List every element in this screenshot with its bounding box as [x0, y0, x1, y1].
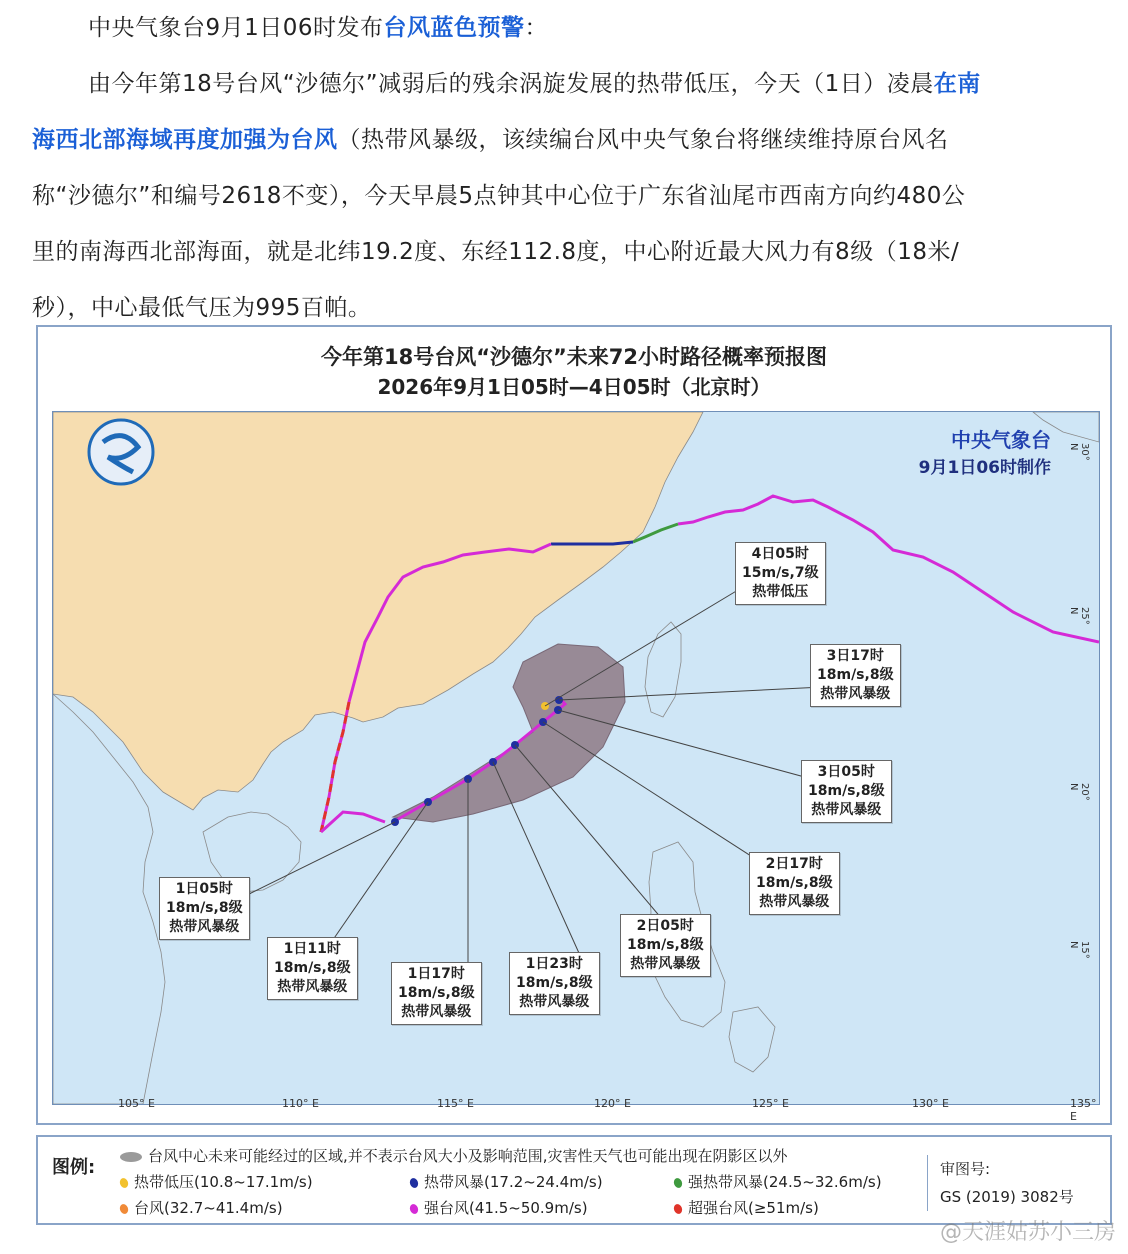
super-dot-icon — [673, 1202, 684, 1214]
paragraph-2-line-3: 称“沙德尔”和编号2618不变），今天早晨5点钟其中心位于广东省汕尾市西南方向约480公 — [32, 183, 966, 209]
label-wind: 18m/s,8级 — [817, 667, 894, 683]
label-time: 3日05时 — [817, 764, 875, 780]
label-grade: 热带风暴级 — [401, 1004, 472, 1020]
label-2d17 — [749, 852, 840, 915]
org-name: 中央气象台 — [951, 428, 1051, 452]
highlight-warning: 台风蓝色预警 — [383, 15, 525, 41]
article-text — [32, 0, 1112, 336]
lon-tick: 135° E — [1070, 1097, 1097, 1123]
label-1d17 — [391, 962, 482, 1025]
lon-axis — [52, 1097, 1098, 1123]
label-wind: 18m/s,8级 — [756, 875, 833, 891]
legend-super-text: 超强台风(≥51m/s) — [688, 1199, 819, 1217]
label-2d05 — [620, 914, 711, 977]
label-3d05 — [801, 760, 892, 823]
lon-tick: 125° E — [752, 1097, 789, 1110]
label-wind: 18m/s,8级 — [627, 937, 704, 953]
lon-tick: 130° E — [912, 1097, 949, 1110]
legend-sts-text: 强热带风暴(24.5~32.6m/s) — [688, 1173, 882, 1191]
legend-ts — [410, 1171, 603, 1192]
cone-icon — [120, 1152, 142, 1162]
review-value: GS (2019) 3082号 — [940, 1188, 1074, 1206]
legend-ty-text: 台风(32.7~41.4m/s) — [134, 1199, 283, 1217]
label-time: 1日05时 — [175, 881, 233, 897]
paragraph-2-line-1 — [32, 56, 1112, 112]
lat-tick: 20° N — [1068, 783, 1090, 801]
lat-tick: 25° N — [1068, 607, 1090, 625]
label-wind: 18m/s,8级 — [808, 783, 885, 799]
paragraph-2-line-5: 秒），中心最低气压为995百帕。 — [32, 295, 372, 321]
legend-cone — [120, 1145, 788, 1166]
paragraph-1 — [32, 0, 1112, 56]
label-wind: 18m/s,8级 — [166, 900, 243, 916]
legend-sty — [410, 1197, 588, 1218]
lon-tick: 120° E — [594, 1097, 631, 1110]
label-grade: 热带风暴级 — [811, 802, 882, 818]
label-grade: 热带风暴级 — [630, 956, 701, 972]
label-grade: 热带风暴级 — [820, 686, 891, 702]
legend-ty — [120, 1197, 283, 1218]
paragraph-2-line-4: 里的南海西北部海面，就是北纬19.2度、东经112.8度，中心附近最大风力有8级（18米/ — [32, 239, 960, 265]
label-time: 4日05时 — [751, 546, 809, 562]
text: 中央气象台9月1日06时发布 — [88, 15, 384, 41]
sts-dot-icon — [673, 1176, 684, 1188]
text: ： — [524, 15, 549, 41]
ts-dot-icon — [409, 1176, 420, 1188]
highlight: 在南 — [933, 71, 981, 97]
paragraph-2-line-2 — [32, 112, 1112, 168]
map-legend — [36, 1135, 1112, 1225]
label-time: 3日17时 — [826, 648, 884, 664]
label-1d05 — [159, 877, 250, 940]
lon-tick: 105° E — [118, 1097, 155, 1110]
org-made-time: 9月1日06时制作 — [918, 458, 1051, 478]
label-1d23 — [509, 952, 600, 1015]
legend-title: 图例: — [52, 1157, 96, 1178]
label-wind: 18m/s,8级 — [274, 960, 351, 976]
cma-logo-icon — [89, 420, 153, 484]
label-grade: 热带风暴级 — [759, 894, 830, 910]
forecast-map — [36, 325, 1112, 1125]
label-4d05 — [735, 542, 826, 605]
label-grade: 热带风暴级 — [519, 994, 590, 1010]
org-stamp — [919, 426, 1051, 482]
label-grade: 热带风暴级 — [169, 919, 240, 935]
legend-td-text: 热带低压(10.8~17.1m/s) — [134, 1173, 313, 1191]
label-time: 1日23时 — [525, 956, 583, 972]
legend-super — [674, 1197, 819, 1218]
label-time: 2日05时 — [636, 918, 694, 934]
lat-axis — [1068, 411, 1110, 1103]
label-time: 1日17时 — [407, 966, 465, 982]
label-wind: 18m/s,8级 — [398, 985, 475, 1001]
label-time: 2日17时 — [765, 856, 823, 872]
review-label: 审图号: — [940, 1160, 991, 1178]
lon-tick: 115° E — [437, 1097, 474, 1110]
map-area — [52, 411, 1100, 1105]
text: 由今年第18号台风“沙德尔”减弱后的残余涡旋发展的热带低压，今天（1日）凌晨 — [88, 71, 934, 97]
label-3d17 — [810, 644, 901, 707]
watermark: @天涯姑苏小三房 — [939, 1220, 1116, 1245]
legend-td — [120, 1171, 313, 1192]
map-subtitle: 2026年9月1日05时—4日05时（北京时） — [377, 375, 771, 399]
highlight: 海西北部海域再度加强为台风 — [32, 127, 338, 153]
lat-tick: 15° N — [1068, 941, 1090, 959]
map-title: 今年第18号台风“沙德尔”未来72小时路径概率预报图 — [320, 345, 828, 369]
td-dot-icon — [119, 1176, 130, 1188]
label-grade: 热带低压 — [752, 584, 809, 600]
label-1d11 — [267, 937, 358, 1000]
legend-sty-text: 强台风(41.5~50.9m/s) — [424, 1199, 588, 1217]
text: （热带风暴级，该续编台风中央气象台将继续维持原台风名 — [337, 127, 949, 153]
label-wind: 15m/s,7级 — [742, 565, 819, 581]
sty-dot-icon — [409, 1202, 420, 1214]
label-time: 1日11时 — [283, 941, 341, 957]
label-wind: 18m/s,8级 — [516, 975, 593, 991]
lon-tick: 110° E — [282, 1097, 319, 1110]
typhoon-dot-icon — [119, 1202, 130, 1214]
review-number — [927, 1155, 1100, 1211]
label-grade: 热带风暴级 — [277, 979, 348, 995]
legend-cone-text: 台风中心未来可能经过的区域,并不表示台风大小及影响范围,灾害性天气也可能出现在阴影区以外 — [148, 1147, 788, 1165]
legend-sts — [674, 1171, 882, 1192]
legend-ts-text: 热带风暴(17.2~24.4m/s) — [424, 1173, 603, 1191]
lat-tick: 30° N — [1068, 443, 1090, 461]
